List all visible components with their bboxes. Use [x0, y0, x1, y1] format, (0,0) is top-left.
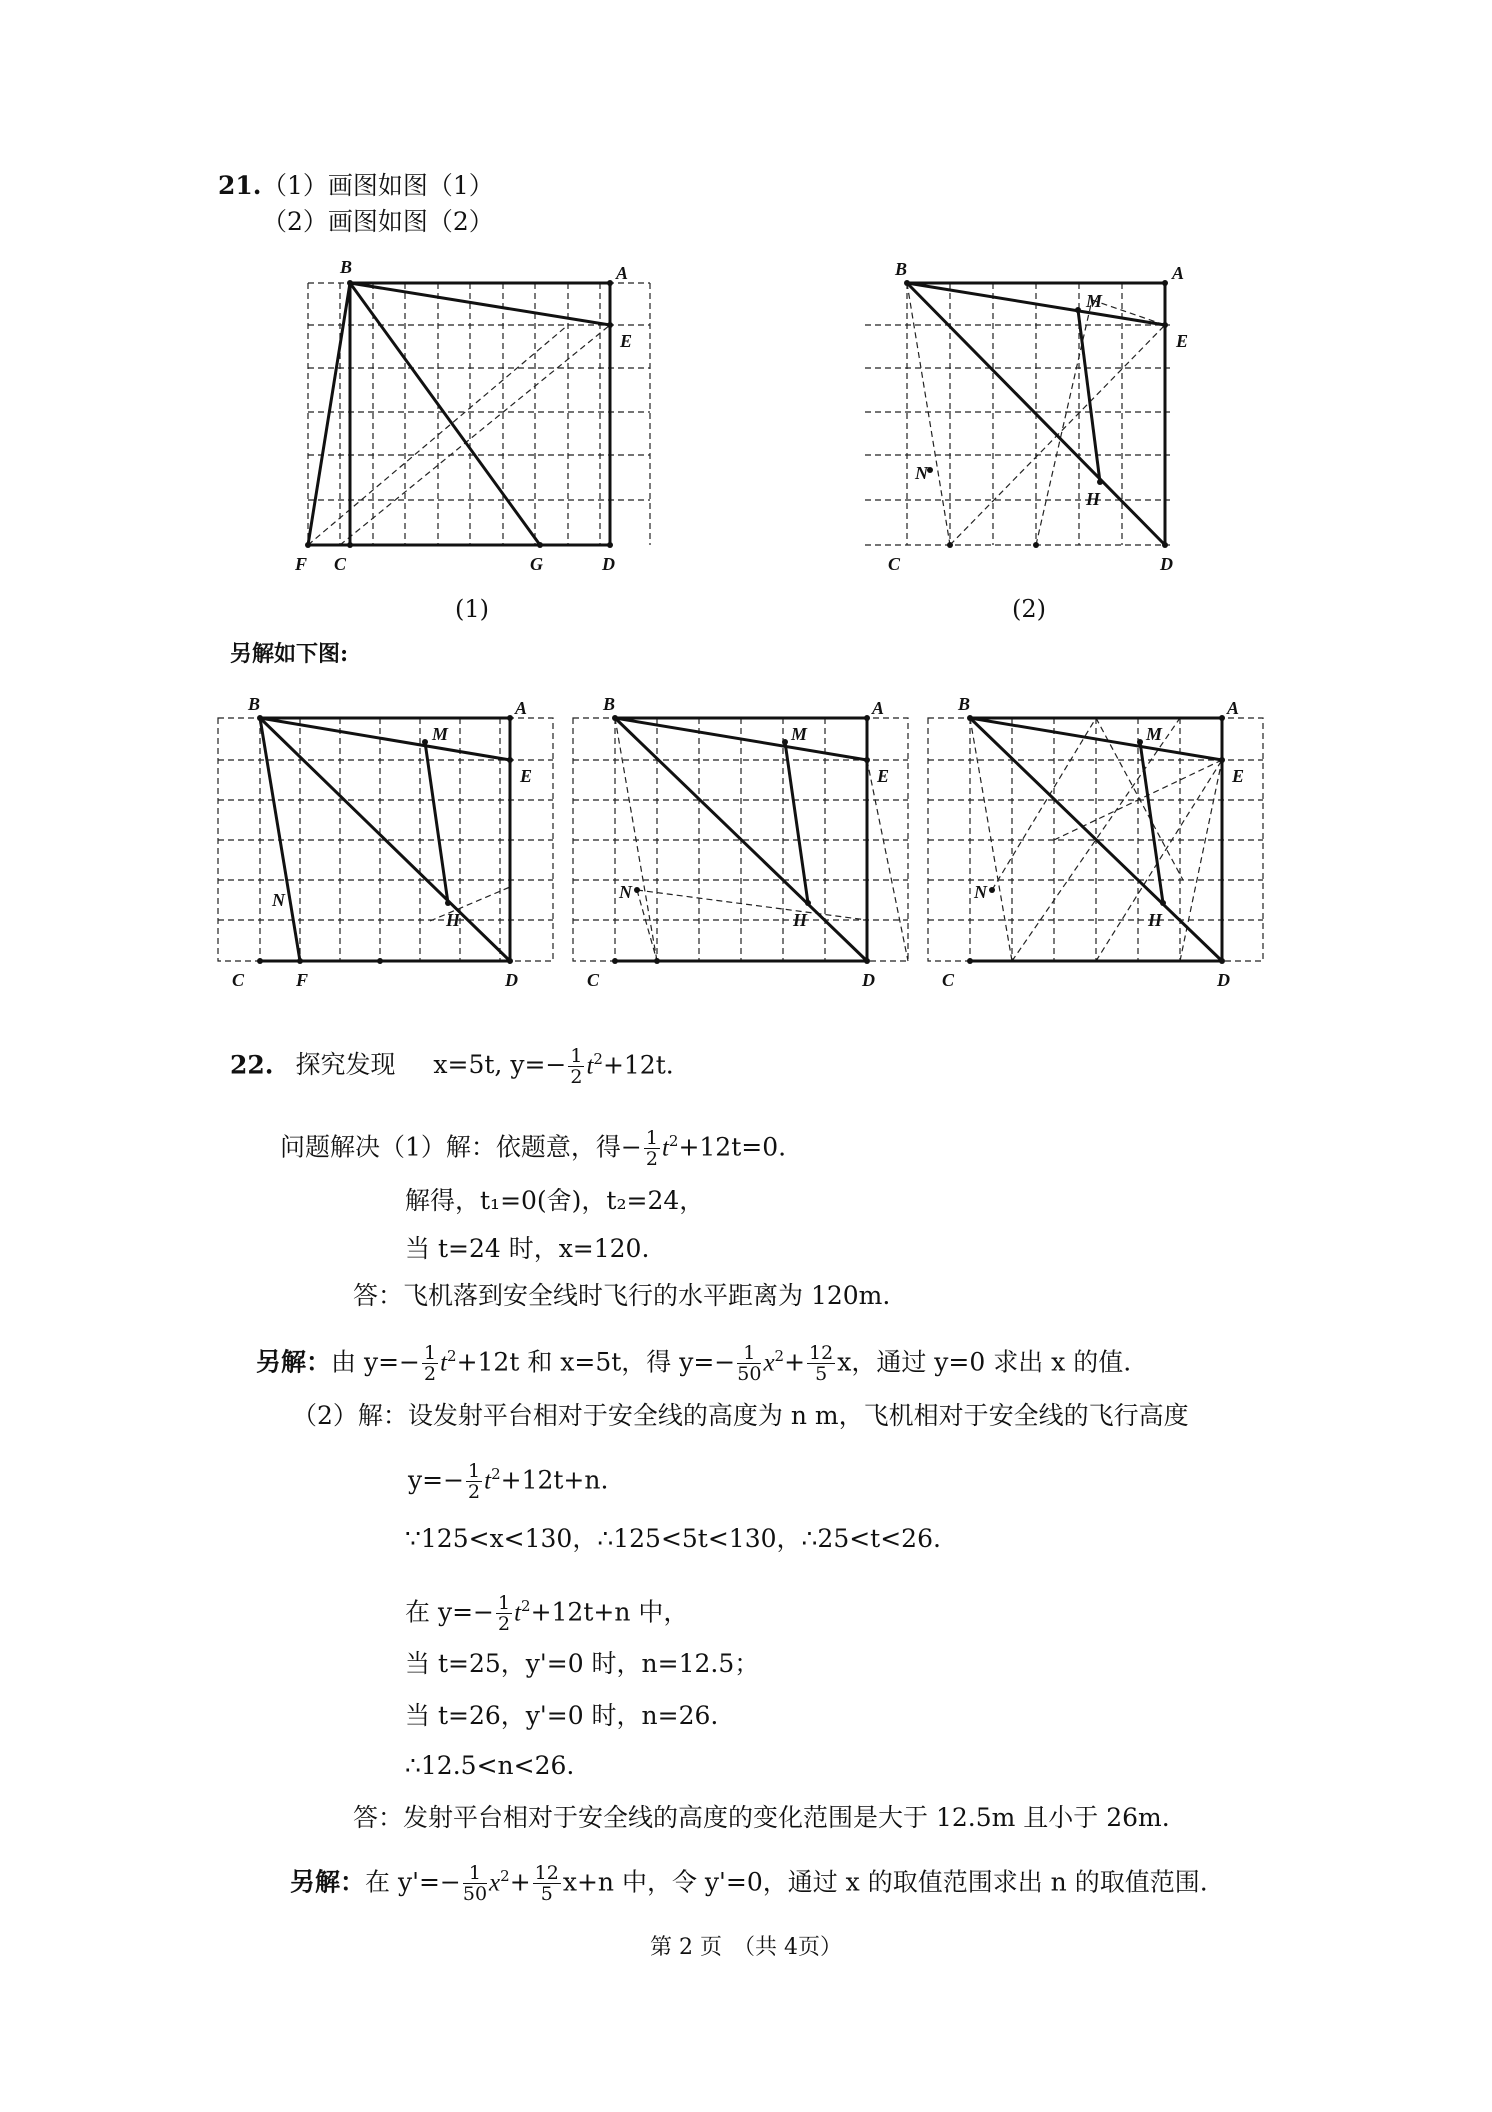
- q22-part2-head: （2）解：设发射平台相对于安全线的高度为 n m，飞机相对于安全线的飞行高度: [292, 1401, 1189, 1430]
- label-E: E: [520, 766, 533, 786]
- fraction-half: $\frac{1}{2}$: [423, 1342, 437, 1386]
- label-B: B: [895, 259, 908, 279]
- var-t: t: [484, 1467, 492, 1495]
- q22-part1-answer: 答：飞机落到安全线时飞行的水平距离为 120m.: [353, 1281, 891, 1310]
- label-A: A: [616, 263, 629, 283]
- label-D: D: [1217, 970, 1230, 990]
- label-B: B: [603, 694, 616, 714]
- var-x: x: [763, 1349, 775, 1377]
- label-B: B: [248, 694, 261, 714]
- figure-1: [290, 255, 670, 575]
- label-E: E: [1232, 766, 1245, 786]
- label-D: D: [602, 554, 615, 574]
- label-C: C: [587, 970, 600, 990]
- var-t: t: [661, 1134, 669, 1162]
- label-N: N: [619, 882, 632, 902]
- q22-explore-eq-b: t: [586, 1052, 594, 1080]
- label-H: H: [1086, 489, 1101, 509]
- alt-heading: 另解如下图:: [230, 641, 349, 667]
- fraction-12-5: $\frac{12}{5}$: [809, 1342, 834, 1386]
- label-H: H: [1148, 910, 1163, 930]
- label-A: A: [1227, 698, 1240, 718]
- q22-alt1-line: [256, 1340, 1131, 1384]
- q22-part2-conclusion: ∴12.5<n<26.: [405, 1751, 575, 1780]
- label-M: M: [1086, 291, 1103, 311]
- q22-part2-in-a: 在 y=−: [405, 1597, 494, 1627]
- q22-alt2-a: 在 y'=−: [365, 1867, 461, 1897]
- fraction-half: $\frac{1}{2}$: [497, 1592, 511, 1636]
- fraction-12-5: $\frac{12}{5}$: [534, 1862, 559, 1906]
- fraction-1-50: $\frac{1}{50}$: [737, 1342, 762, 1386]
- label-B: B: [958, 694, 971, 714]
- label-H: H: [793, 910, 808, 930]
- alt-figure-1: [210, 690, 560, 995]
- var-t: t: [440, 1349, 448, 1377]
- fraction-1-50: $\frac{1}{50}$: [462, 1862, 488, 1906]
- q22-part2-case2: 当 t=26，y'=0 时，n=26.: [405, 1701, 719, 1730]
- label-E: E: [620, 331, 633, 351]
- q22-part2-in-b: +12t+n 中，: [530, 1597, 689, 1627]
- q22-alt1-e: x，通过 y=0 求出 x 的值.: [837, 1347, 1132, 1377]
- q22-explore-label: 探究发现: [295, 1050, 396, 1080]
- q22-explore-eq-a: x=5t, y=−: [433, 1050, 567, 1080]
- alt-figure-2: [565, 690, 915, 995]
- fraction-half: $\frac{1}{2}$: [645, 1127, 658, 1171]
- q22-part2-in: [405, 1590, 688, 1634]
- q21-number: 21.: [218, 171, 262, 200]
- q22-alt1-b: +12t 和 x=5t，得 y=−: [456, 1347, 736, 1377]
- q22-part2-answer: 答：发射平台相对于安全线的高度的变化范围是大于 12.5m 且小于 26m.: [353, 1803, 1170, 1832]
- fraction-half: $\frac{1}{2}$: [468, 1460, 481, 1504]
- label-F: F: [295, 554, 308, 574]
- var-t: t: [514, 1599, 522, 1627]
- alt-figure-3: [920, 690, 1280, 995]
- label-N: N: [974, 882, 987, 902]
- q22-explore-line: [230, 1043, 674, 1087]
- label-E: E: [1176, 331, 1189, 351]
- label-N: N: [915, 463, 928, 483]
- q22-part2-eq-a: y=−: [408, 1465, 465, 1495]
- label-H: H: [446, 910, 461, 930]
- sup-2: 2: [500, 1867, 510, 1885]
- label-B: B: [340, 257, 353, 277]
- label-A: A: [515, 698, 528, 718]
- q22-number: 22.: [230, 1050, 274, 1080]
- label-A: A: [872, 698, 885, 718]
- q22-part2-eq: [408, 1458, 608, 1502]
- label-G: G: [530, 554, 543, 574]
- label-D: D: [862, 970, 875, 990]
- label-M: M: [432, 724, 449, 744]
- label-E: E: [877, 766, 890, 786]
- label-C: C: [232, 970, 245, 990]
- q22-alt1-head: 另解：: [256, 1347, 332, 1377]
- q22-part1-when: 当 t=24 时，x=120.: [405, 1234, 650, 1263]
- fraction-half: $\frac{1}{2}$: [570, 1045, 583, 1089]
- page-footer: 第 2 页 （共 4页）: [650, 1935, 842, 1960]
- q22-explore-eq-c: +12t.: [602, 1050, 674, 1080]
- q22-part1-solve: 解得，t₁=0(舍)，t₂=24，: [405, 1186, 705, 1215]
- label-F: F: [296, 970, 309, 990]
- var-x: x: [489, 1869, 501, 1897]
- sup-2: 2: [447, 1347, 457, 1365]
- q22-part2-case1: 当 t=25，y'=0 时，n=12.5；: [405, 1649, 760, 1678]
- q22-part1-head: 问题解决（1）解：依题意，得−: [280, 1132, 642, 1162]
- figure-2: [860, 255, 1220, 575]
- label-D: D: [1160, 554, 1173, 574]
- figure-1-caption: (1): [455, 595, 489, 623]
- q22-alt2-line: [290, 1860, 1208, 1904]
- label-C: C: [334, 554, 347, 574]
- q22-alt1-a: 由 y=−: [331, 1347, 420, 1377]
- label-D: D: [505, 970, 518, 990]
- label-M: M: [791, 724, 808, 744]
- sup-2: 2: [668, 1132, 679, 1150]
- q22-alt2-plus: +: [509, 1867, 531, 1897]
- q22-part2-eq-b: +12t+n.: [500, 1465, 609, 1495]
- q22-alt1-plus: +: [784, 1347, 806, 1377]
- label-C: C: [942, 970, 955, 990]
- q21-line1: （1）画图如图（1）: [262, 171, 494, 200]
- sup-2: 2: [491, 1465, 501, 1483]
- q22-part1-eq-tail: +12t=0.: [678, 1132, 787, 1162]
- q21-line2: （2）画图如图（2）: [262, 207, 494, 236]
- q22-part1-line: [280, 1125, 786, 1169]
- label-C: C: [888, 554, 901, 574]
- sup-2: 2: [774, 1347, 785, 1365]
- label-N: N: [272, 890, 285, 910]
- q22-part2-range: ∵125<x<130，∴125<5t<130，∴25<t<26.: [405, 1524, 941, 1553]
- q22-alt2-d: x+n 中，令 y'=0，通过 x 的取值范围求出 n 的取值范围.: [562, 1867, 1208, 1897]
- q22-alt2-head: 另解：: [290, 1867, 366, 1897]
- sup-2: 2: [521, 1597, 531, 1615]
- sup-2: 2: [593, 1050, 603, 1068]
- label-A: A: [1172, 263, 1185, 283]
- figure-2-caption: (2): [1012, 595, 1046, 623]
- label-M: M: [1146, 724, 1163, 744]
